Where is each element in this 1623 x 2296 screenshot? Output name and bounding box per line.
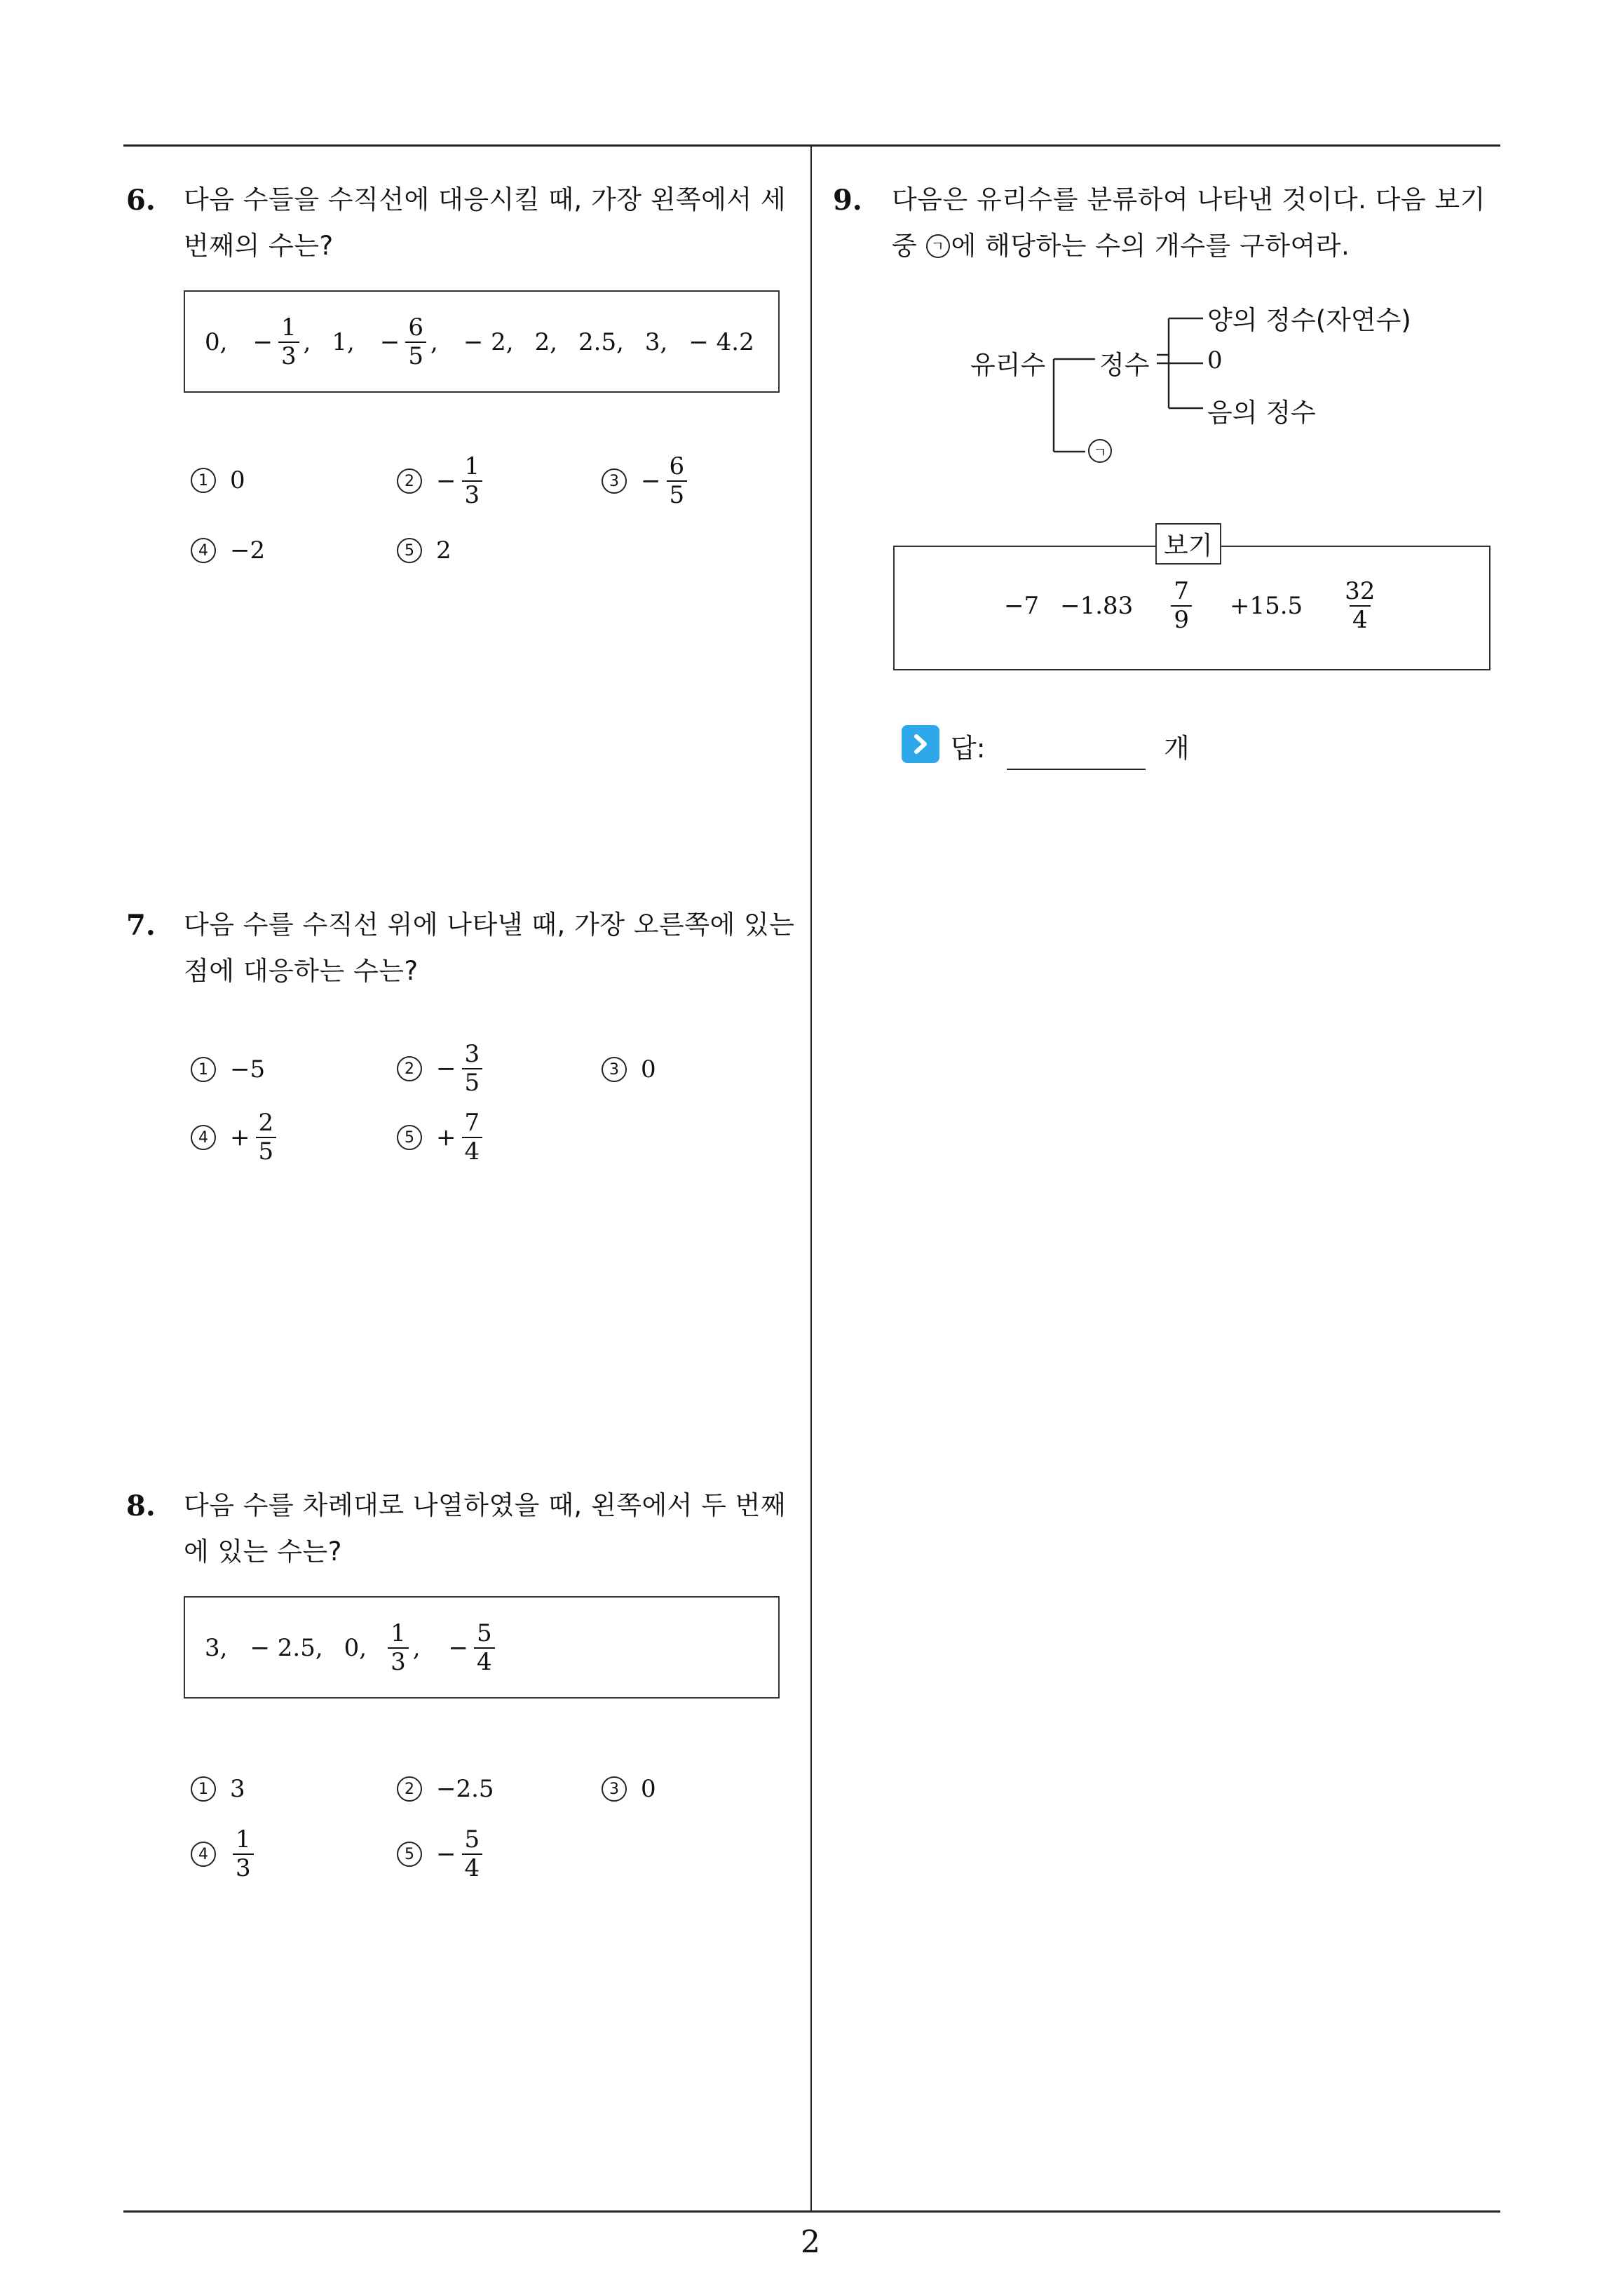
q8-option-4[interactable] [191,1822,257,1886]
option-mark-4: 4 [191,1125,216,1150]
bogi-values [1004,569,1380,642]
frac-den: 3 [233,1853,254,1882]
q8-frac-num: 1 [391,1619,406,1647]
q7-option-1[interactable] [191,1052,265,1087]
option-value: −5 [230,1055,266,1083]
option-mark-3: 3 [602,1776,627,1802]
frac-num: 6 [669,452,685,480]
frac-den: 5 [256,1137,277,1166]
question-8-text [184,1483,815,1575]
q6-option-1[interactable] [191,463,245,498]
q7-option-5[interactable] [397,1105,485,1170]
option-value: 0 [641,1055,656,1083]
option-value: 0 [641,1775,656,1803]
option-sign: − [436,467,456,495]
question-9-text [892,177,1509,269]
q6-value-neg2: − 2, [463,328,514,356]
question-6-line2: 번째의 수는? [184,231,334,261]
q6-value-1: 1, [332,328,355,356]
option-fraction [462,453,483,509]
option-mark-2: 2 [397,1776,422,1802]
q8-option-1[interactable] [191,1771,245,1807]
bogi-value-neg7: −7 [1004,592,1040,620]
frac-den: 5 [462,1068,483,1097]
q8-option-5[interactable] [397,1822,485,1886]
bogi-value-neg1-83: −1.83 [1060,592,1134,620]
page-number: 2 [801,2224,820,2260]
q6-sign: − [252,328,273,356]
option-fraction [256,1109,277,1166]
q8-option-2[interactable] [397,1771,494,1807]
option-value: 2 [436,536,451,565]
question-6-number-list [205,306,754,379]
top-rule [123,144,1500,147]
bogi-frac-den: 4 [1350,605,1371,634]
option-fraction [462,1826,483,1882]
question-9-line2-end: 에 해당하는 수의 개수를 구하여라. [951,231,1350,261]
q6-frac-num: 6 [408,313,423,342]
option-sign: − [641,467,661,495]
option-fraction [462,1109,483,1166]
question-6-line1: 다음 수들을 수직선에 대응시킬 때, 가장 왼쪽에서 세 [184,184,787,215]
question-7-line1: 다음 수를 수직선 위에 나타낼 때, 가장 오른쪽에 있는 [184,910,795,940]
question-9-line1: 다음은 유리수를 분류하여 나타낸 것이다. 다음 보기 [892,184,1486,215]
option-value: −2.5 [436,1775,494,1803]
q8-option-3[interactable] [602,1771,656,1807]
question-8-line1: 다음 수를 차례대로 나열하였을 때, 왼쪽에서 두 번째 [184,1490,787,1520]
bogi-frac-num: 32 [1345,576,1376,605]
q8-frac-num: 5 [477,1619,492,1647]
frac-num: 2 [258,1108,274,1137]
q6-fraction-1-3 [278,314,299,370]
option-mark-3: 3 [602,468,627,494]
q6-frac-den: 5 [405,342,426,370]
option-mark-4: 4 [191,538,216,563]
q8-fraction-1-3 [388,1620,409,1676]
q6-comma: , [303,328,311,356]
option-sign: − [436,1840,456,1868]
frac-num: 7 [464,1108,480,1137]
option-fraction [462,1041,483,1097]
q6-frac-num: 1 [280,313,297,342]
question-7-number: 7. [126,909,156,942]
q8-sign: − [448,1634,469,1662]
option-mark-5: 5 [397,1125,422,1150]
option-mark-1: 1 [191,1776,216,1802]
diagram-integer: 정수 [1099,350,1150,380]
question-9-line2-start: 중 [892,231,926,261]
bogi-frac-den: 9 [1171,605,1192,634]
option-mark-5: 5 [397,538,422,563]
q8-value-neg2-5: − 2.5, [250,1634,323,1662]
diagram-positive-integer: 양의 정수(자연수) [1207,305,1411,335]
answer-label: 답: [951,733,986,764]
option-mark-5: 5 [397,1842,422,1867]
question-7-text [184,902,815,994]
bogi-fraction-32-4 [1342,578,1378,634]
q8-fraction-5-4 [474,1620,495,1676]
frac-num: 5 [464,1825,480,1853]
option-mark-2: 2 [397,1056,422,1081]
q6-value-neg4-2: − 4.2 [688,328,754,356]
question-7-line2: 점에 대응하는 수는? [184,956,419,986]
column-divider [810,144,812,2212]
q6-frac-den: 3 [278,342,299,370]
option-sign: + [436,1123,456,1152]
diagram-rational: 유리수 [970,350,1046,380]
q6-sign: − [379,328,400,356]
frac-num: 1 [236,1825,251,1853]
question-8-line2: 에 있는 수는? [184,1537,342,1567]
q6-option-4[interactable] [191,533,265,568]
question-6-number: 6. [126,184,156,217]
frac-den: 5 [667,480,688,509]
question-9-number: 9. [833,184,862,217]
answer-unit: 개 [1164,733,1190,764]
diagram-negative-integer: 음의 정수 [1207,398,1316,428]
diagram-zero: 0 [1207,346,1223,374]
question-8-number-list [205,1612,498,1684]
frac-num: 3 [464,1039,480,1068]
q6-option-5[interactable] [397,533,451,568]
option-value: 3 [230,1775,245,1803]
diagram-mark-giyeok: ㄱ [1088,439,1112,463]
option-value: −2 [230,536,266,565]
bogi-label: 보기 [1155,523,1221,565]
diagram-lines-right [1157,309,1213,428]
option-sign: + [230,1123,250,1152]
q6-value-2-5: 2.5, [578,328,624,356]
q6-fraction-6-5 [405,314,426,370]
q6-value-0: 0, [205,328,228,356]
bogi-frac-num: 7 [1174,576,1189,605]
answer-field[interactable] [1007,769,1146,770]
q6-comma: , [430,328,438,356]
option-fraction [667,453,688,509]
q6-option-2[interactable] [397,449,485,513]
question-8-number: 8. [126,1490,156,1522]
option-mark-4: 4 [191,1842,216,1867]
frac-den: 4 [462,1853,483,1882]
q8-value-0: 0, [344,1634,367,1662]
option-value: 0 [230,466,245,494]
q7-option-2[interactable] [397,1036,485,1101]
answer-arrow-icon [902,725,939,763]
option-fraction [233,1826,254,1882]
q6-value-2: 2, [534,328,558,356]
bogi-fraction-7-9 [1171,578,1192,634]
q7-option-4[interactable] [191,1105,279,1170]
question-9-line2 [892,223,1509,269]
bogi-value-15-5: +15.5 [1229,592,1303,620]
option-sign: − [436,1055,456,1083]
option-mark-3: 3 [602,1057,627,1082]
q8-value-3: 3, [205,1634,228,1662]
q8-frac-den: 4 [474,1647,495,1676]
frac-den: 4 [462,1137,483,1166]
option-mark-1: 1 [191,468,216,493]
frac-num: 1 [464,452,480,480]
q7-option-3[interactable] [602,1052,656,1087]
question-6-text [184,177,815,269]
option-mark-1: 1 [191,1057,216,1082]
q6-value-3: 3, [644,328,668,356]
mark-giyeok: ㄱ [926,234,950,258]
q8-comma: , [412,1634,421,1662]
q8-frac-den: 3 [388,1647,409,1676]
frac-den: 3 [462,480,483,509]
q6-option-3[interactable] [602,449,690,513]
option-mark-2: 2 [397,468,422,494]
bottom-rule [123,2210,1500,2213]
